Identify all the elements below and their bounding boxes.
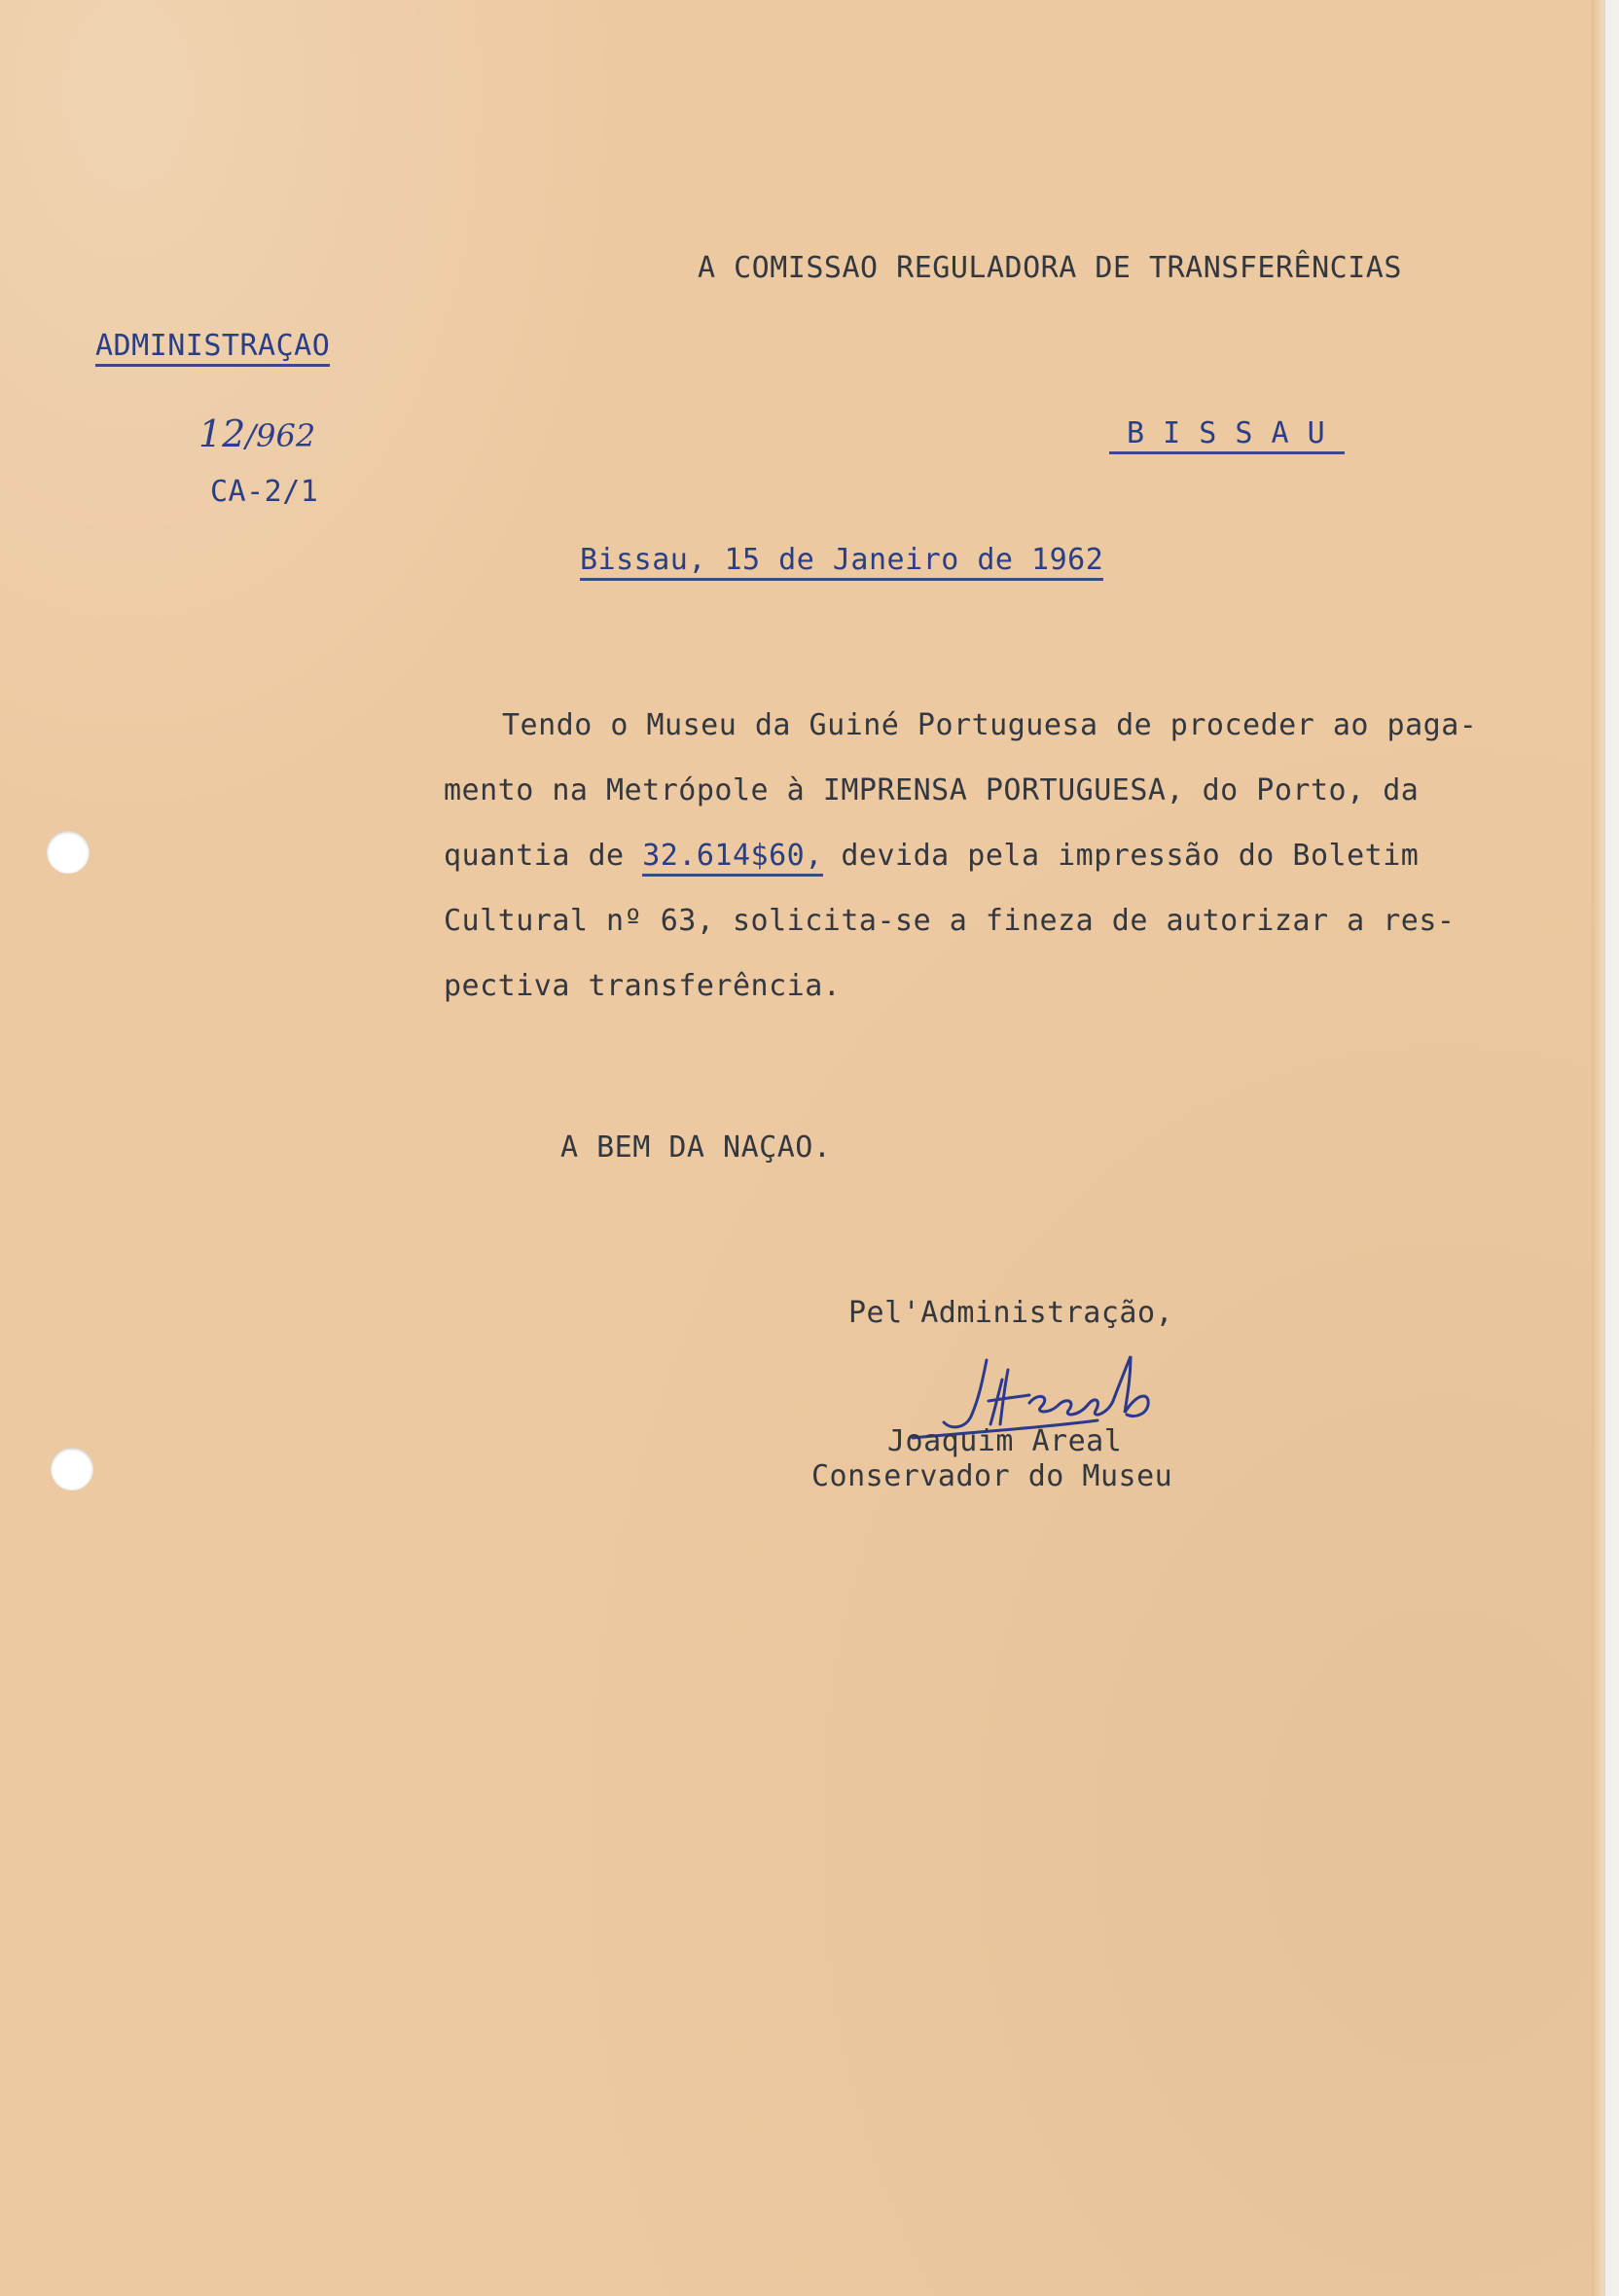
city-heading: B I S S A U	[1109, 416, 1345, 454]
body-line-3: quantia de 32.614$60, devida pela impressão do Boletim	[444, 823, 1477, 888]
body-line-2: mento na Metrópole à IMPRENSA PORTUGUESA, do Porto, da	[444, 773, 1420, 807]
signatory-name: Joaquim Areal	[887, 1424, 1123, 1458]
letter-body	[444, 693, 1477, 1019]
punch-hole-top	[47, 831, 90, 874]
addressee-line: A COMISSAO REGULADORA DE TRANSFERÊNCIAS	[698, 251, 1402, 285]
salutation: A BEM DA NAÇAO.	[560, 1130, 832, 1165]
department-heading: ADMINISTRAÇAO	[95, 329, 330, 367]
reference-year: /962	[245, 417, 316, 454]
signatory-title: Conservador do Museu	[811, 1459, 1173, 1493]
body-line-5: pectiva transferência.	[444, 969, 842, 1003]
reference-number-handwritten: 12	[198, 413, 246, 455]
reference-code: CA-2/1	[210, 475, 319, 509]
body-line-4: Cultural nº 63, solicita-se a fineza de autorizar a res-	[444, 904, 1456, 938]
signoff: Pel'Administração,	[848, 1296, 1174, 1330]
payment-amount: 32.614$60,	[642, 839, 823, 877]
body-line-1: Tendo o Museu da Guiné Portuguesa de proceder ao paga-	[502, 708, 1478, 742]
reference-number	[198, 413, 315, 455]
date-line: Bissau, 15 de Janeiro de 1962	[580, 543, 1103, 581]
punch-hole-bottom	[51, 1448, 93, 1490]
page-edge	[1592, 0, 1603, 2296]
